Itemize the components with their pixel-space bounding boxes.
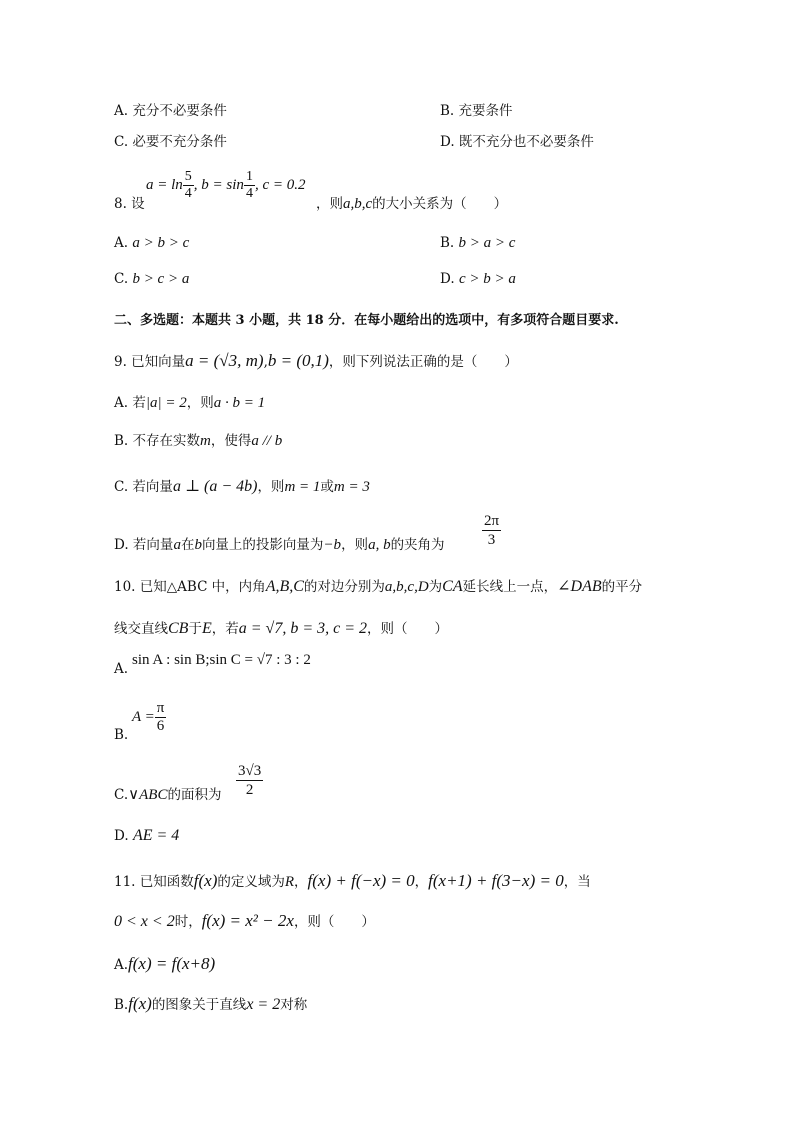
q8-vars: a,b,c <box>343 196 373 212</box>
q8-option-d: D. c > b > a <box>440 271 516 287</box>
q9-option-a: A. 若|a| = 2，则a · b = 1 <box>114 395 266 411</box>
q7-option-c: C. 必要不充分条件 <box>114 134 227 150</box>
q10-option-b: A = $\frac{\pi}{6}$ <box>132 700 165 734</box>
q9-option-d: D. 若向量a在b向量上的投影向量为−b，则a, b的夹角为 <box>114 537 445 553</box>
q9-vector-a: a = (√3, m) <box>185 351 264 370</box>
q7-option-a: A. 充分不必要条件 <box>114 103 227 119</box>
q11-stem-line2: 0 < x < 2时，f(x) = x² − 2x，则（ ） <box>114 911 375 930</box>
q10-stem-line1: 10. 已知△ABC 中，内角A,B,C的对边分别为a,b,c,D为CA延长线上一点，∠DAB的平分 <box>114 578 643 595</box>
q8-expr-c: , c = 0.2 <box>254 177 306 193</box>
section-2-heading: 二、多选题：本题共 3 小题，共 18 分．在每小题给出的选项中，有多项符合题目要求. <box>114 313 619 328</box>
q8-option-b: B. b > a > c <box>440 235 516 251</box>
q8-frac-2: $\frac{1}{4}$ <box>245 169 253 201</box>
q10-option-c: C.∨ABC的面积为 <box>114 787 222 803</box>
q11-stem-line1: 11. 已知函数f(x)的定义域为R，f(x) + f(−x) = 0，f(x+1) + f(3−x) = 0，当 <box>114 871 591 890</box>
q8-option-c: C. b > c > a <box>114 271 190 287</box>
q7-option-b: B. 充要条件 <box>440 103 513 119</box>
q8-frac-1: $\frac{5}{4}$ <box>184 169 192 201</box>
q11-option-b: B.f(x)的图象关于直线x = 2对称 <box>114 994 308 1013</box>
q9-stem: 9. 已知向量a = (√3, m),b = (0,1)，则下列说法正确的是（ ） <box>114 351 518 370</box>
q10-stem-line2: 线交直线CB于E，若a = √7, b = 3, c = 2，则（ ） <box>114 620 449 637</box>
q10-option-d: D. AE = 4 <box>114 827 180 844</box>
q8-expression <box>146 169 305 202</box>
q9-option-c: C. 若向量a ⊥ (a − 4b)，则m = 1或m = 3 <box>114 478 370 495</box>
q9-angle-fraction: $\frac{2\pi}{3}$ <box>484 513 500 548</box>
q9-option-b: B. 不存在实数m，使得a // b <box>114 433 283 449</box>
q7-option-d: D. 既不充分也不必要条件 <box>440 134 594 150</box>
q8-label: 8. 设 <box>114 196 145 212</box>
q10-area-fraction: $\frac{3√3}{2}$ <box>238 763 262 798</box>
q11-option-a: A.f(x) = f(x+8) <box>114 954 216 973</box>
q8-expr-b: , b = sin <box>193 177 244 193</box>
q8-option-a: A. a > b > c <box>114 235 190 251</box>
q8-expr-a: a = ln <box>146 177 183 193</box>
q10-option-a: sin A : sin B;sin C = √7 : 3 : 2 <box>132 652 311 668</box>
q10-option-b-label: B. <box>114 727 129 743</box>
q9-vector-b: b = (0,1) <box>267 351 329 370</box>
q8-tail: ，则a,b,c的大小关系为（ ） <box>316 196 508 212</box>
q10-option-a-label: A. <box>114 661 129 677</box>
